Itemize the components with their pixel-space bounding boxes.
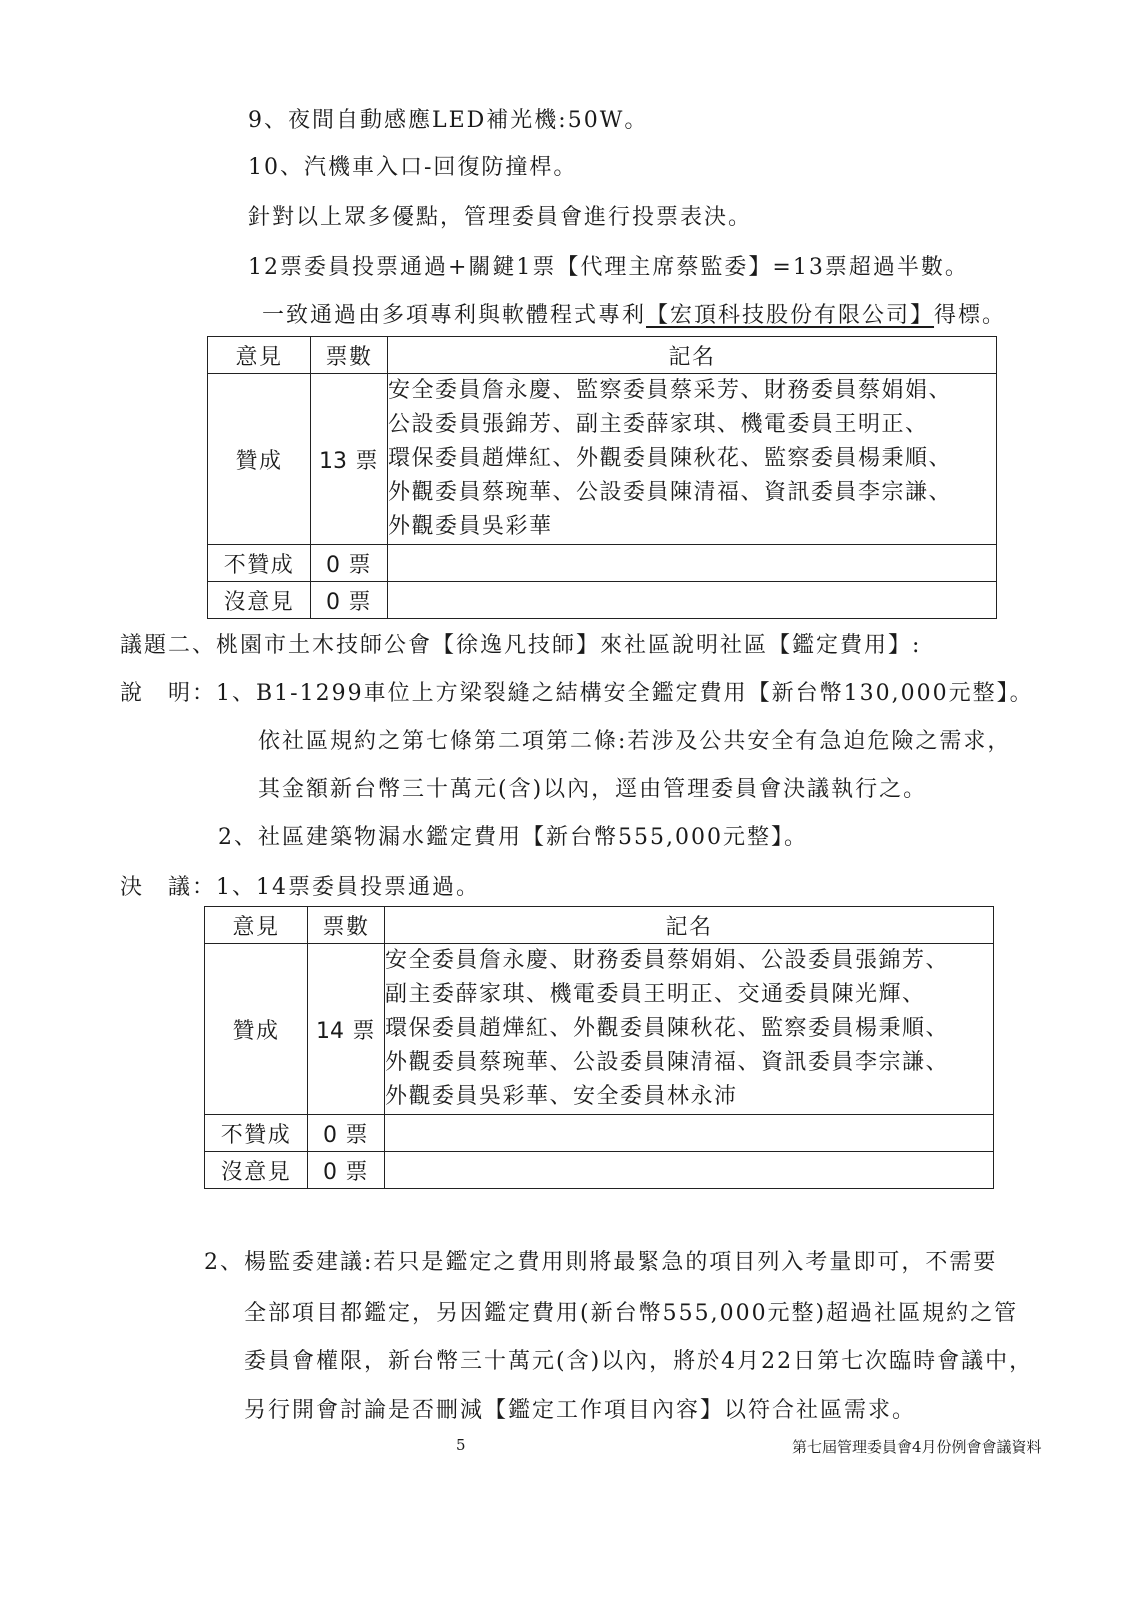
approve-count: 14 票 (308, 944, 385, 1115)
abstain-names (385, 1152, 994, 1189)
header-opinion: 意見 (205, 907, 308, 944)
resolution-2-line-2: 全部項目都鑑定，另因鑑定費用(新台幣555,000元整)超過社區規約之管 (244, 1301, 1019, 1326)
table-row-oppose (208, 545, 997, 582)
header-names: 記名 (385, 907, 994, 944)
award-company: 【宏頂科技股份有限公司】 (646, 303, 935, 328)
name-line: 外觀委員蔡琬華、公設委員陳清福、資訊委員李宗謙、 (385, 1050, 950, 1075)
award-line (262, 298, 1006, 329)
topic2-explain-1: 說 明：1、B1-1299車位上方梁裂縫之結構安全鑑定費用【新台幣130,000元整】。 (120, 681, 1034, 706)
vote-result-summary: 12票委員投票通過+關鍵1票【代理主席蔡監委】=13票超過半數。 (248, 255, 969, 280)
abstain-label: 沒意見 (205, 1152, 308, 1189)
table-row-abstain (205, 1152, 994, 1189)
oppose-label: 不贊成 (208, 545, 311, 582)
table-row-approve (205, 944, 994, 1115)
oppose-names (385, 1115, 994, 1152)
name-line: 安全委員詹永慶、監察委員蔡采芳、財務委員蔡娟娟、 (388, 378, 953, 403)
award-prefix: 一致通過由多項專利與軟體程式專利 (262, 303, 647, 328)
header-opinion: 意見 (208, 337, 311, 374)
header-names: 記名 (388, 337, 997, 374)
table-header-row (205, 907, 994, 944)
name-line: 安全委員詹永慶、財務委員蔡娟娟、公設委員張錦芳、 (385, 948, 950, 973)
table-row-abstain (208, 582, 997, 619)
abstain-count: 0 票 (308, 1152, 385, 1189)
approve-names (385, 944, 994, 1115)
oppose-count: 0 票 (308, 1115, 385, 1152)
resolution-2-line-4: 另行開會討論是否刪減【鑑定工作項目內容】以符合社區需求。 (244, 1398, 917, 1423)
vote-intro: 針對以上眾多優點，管理委員會進行投票表決。 (248, 205, 753, 230)
topic2-explain-1a: 依社區規約之第七條第二項第二條:若涉及公共安全有急迫危險之需求， (258, 729, 1012, 754)
award-suffix: 得標。 (934, 303, 1007, 328)
name-line: 外觀委員蔡琬華、公設委員陳清福、資訊委員李宗謙、 (388, 480, 953, 505)
resolution-label: 決 議： (120, 875, 217, 900)
abstain-label: 沒意見 (208, 582, 311, 619)
vote-table-1 (207, 336, 997, 619)
table-row-oppose (205, 1115, 994, 1152)
name-line: 副主委薛家琪、機電委員王明正、交通委員陳光輝、 (385, 982, 926, 1007)
table-header-row (208, 337, 997, 374)
approve-count: 13 票 (311, 374, 388, 545)
explain-label: 說 明： (120, 681, 217, 706)
oppose-names (388, 545, 997, 582)
vote-table-2 (204, 906, 994, 1189)
approve-names (388, 374, 997, 545)
oppose-count: 0 票 (311, 545, 388, 582)
abstain-names (388, 582, 997, 619)
topic2-explain-1b: 其金額新台幣三十萬元(含)以內，逕由管理委員會決議執行之。 (258, 777, 928, 802)
name-line: 環保委員趙燁紅、外觀委員陳秋花、監察委員楊秉順、 (385, 1016, 950, 1041)
name-line: 外觀委員吳彩華 (388, 514, 553, 539)
name-line: 環保委員趙燁紅、外觀委員陳秋花、監察委員楊秉順、 (388, 446, 953, 471)
header-votes: 票數 (308, 907, 385, 944)
resolution-2-line-1: 2、楊監委建議:若只是鑑定之費用則將最緊急的項目列入考量即可，不需要 (204, 1250, 998, 1275)
footer-doc-title: 第七屆管理委員會4月份例會會議資料 (792, 1438, 1042, 1456)
name-line: 公設委員張錦芳、副主委薛家琪、機電委員王明正、 (388, 412, 929, 437)
approve-label: 贊成 (205, 944, 308, 1115)
topic2-title: 議題二、桃園市土木技師公會【徐逸凡技師】來社區說明社區【鑑定費用】: (120, 633, 922, 658)
topic2-resolution-1: 決 議：1、14票委員投票通過。 (120, 875, 481, 900)
item-10: 10、汽機車入口-回復防撞桿。 (248, 155, 578, 180)
approve-label: 贊成 (208, 374, 311, 545)
topic2-explain-2: 2、社區建築物漏水鑑定費用【新台幣555,000元整】。 (218, 825, 808, 850)
abstain-count: 0 票 (311, 582, 388, 619)
item-9: 9、夜間自動感應LED補光機:50W。 (248, 108, 649, 133)
oppose-label: 不贊成 (205, 1115, 308, 1152)
page-number: 5 (456, 1436, 466, 1454)
table-row-approve (208, 374, 997, 545)
resolution-2-line-3: 委員會權限，新台幣三十萬元(含)以內，將於4月22日第七次臨時會議中， (244, 1349, 1034, 1374)
name-line: 外觀委員吳彩華、安全委員林永沛 (385, 1084, 738, 1109)
header-votes: 票數 (311, 337, 388, 374)
